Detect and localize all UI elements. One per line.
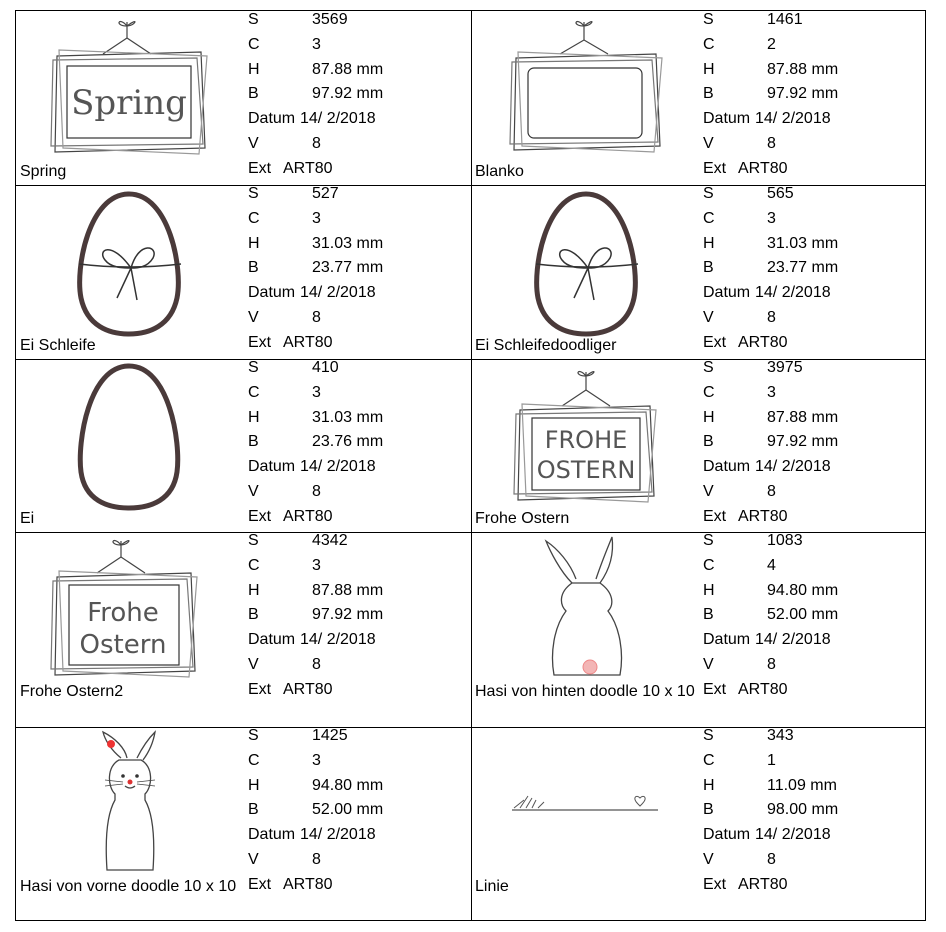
info-label: Datum bbox=[703, 284, 751, 302]
info-label: H bbox=[703, 408, 715, 426]
design-cell-frohe-ostern2 bbox=[16, 532, 471, 727]
sign-text-line1: Frohe bbox=[87, 598, 159, 628]
info-value: 3 bbox=[312, 751, 321, 769]
info-value: ART80 bbox=[283, 875, 333, 893]
info-label: Datum bbox=[248, 458, 296, 476]
info-value: ART80 bbox=[283, 333, 333, 351]
design-name: Frohe Ostern2 bbox=[20, 683, 124, 700]
info-value: 14/ 2/2018 bbox=[300, 631, 376, 649]
info-value: ART80 bbox=[738, 159, 788, 177]
info-label: H bbox=[248, 776, 260, 794]
info-label: Datum bbox=[703, 631, 751, 649]
info-label: S bbox=[703, 185, 714, 202]
design-name: Spring bbox=[20, 163, 67, 180]
info-label: B bbox=[248, 259, 259, 277]
info-label: Datum bbox=[248, 284, 296, 302]
info-label: Ext bbox=[703, 333, 727, 351]
info-label: C bbox=[703, 209, 715, 227]
info-label: V bbox=[703, 851, 714, 868]
design-thumbnail bbox=[19, 730, 240, 880]
info-label: S bbox=[248, 359, 259, 376]
info-value: 1461 bbox=[767, 11, 803, 28]
design-cell-blanko bbox=[471, 11, 926, 185]
info-value: 23.77 mm bbox=[312, 259, 384, 277]
info-value: 410 bbox=[312, 359, 339, 376]
info-label: V bbox=[248, 309, 259, 326]
info-label: S bbox=[703, 359, 714, 376]
design-thumbnail bbox=[19, 535, 240, 685]
info-value: 1083 bbox=[767, 532, 803, 549]
info-value: 8 bbox=[312, 656, 321, 673]
info-label: S bbox=[248, 185, 259, 202]
design-name: Hasi von vorne doodle 10 x 10 bbox=[20, 878, 237, 895]
info-label: C bbox=[248, 383, 260, 401]
info-value: 3 bbox=[312, 35, 321, 53]
info-value: 3 bbox=[767, 209, 776, 227]
info-label: V bbox=[703, 135, 714, 152]
info-label: Datum bbox=[703, 110, 751, 128]
info-value: ART80 bbox=[283, 680, 333, 698]
info-value: 87.88 mm bbox=[767, 60, 839, 78]
design-cell-hasi-hinten bbox=[471, 532, 926, 727]
design-thumbnail bbox=[19, 188, 240, 338]
info-label: H bbox=[248, 234, 260, 252]
info-value: 14/ 2/2018 bbox=[755, 110, 831, 128]
info-value: 3569 bbox=[312, 11, 348, 28]
info-label: Datum bbox=[703, 826, 751, 844]
info-value: 97.92 mm bbox=[767, 85, 839, 103]
info-value: 3975 bbox=[767, 359, 803, 376]
info-value: 14/ 2/2018 bbox=[300, 458, 376, 476]
info-label: S bbox=[248, 532, 259, 549]
info-value: 4 bbox=[767, 556, 776, 574]
info-label: Ext bbox=[248, 159, 272, 177]
info-label: B bbox=[248, 801, 259, 819]
info-value: 14/ 2/2018 bbox=[755, 826, 831, 844]
info-value: ART80 bbox=[738, 680, 788, 698]
sign-text-line2: Ostern bbox=[79, 630, 167, 660]
design-thumbnail bbox=[474, 535, 695, 685]
info-label: H bbox=[703, 776, 715, 794]
design-thumbnail bbox=[19, 14, 240, 164]
info-value: 14/ 2/2018 bbox=[300, 110, 376, 128]
info-value: 52.00 mm bbox=[767, 606, 839, 624]
info-label: C bbox=[703, 556, 715, 574]
info-value: 23.76 mm bbox=[312, 433, 384, 451]
info-value: 52.00 mm bbox=[312, 801, 384, 819]
info-label: C bbox=[248, 209, 260, 227]
info-label: Datum bbox=[248, 631, 296, 649]
design-name: Ei bbox=[20, 510, 35, 527]
info-label: C bbox=[248, 35, 260, 53]
info-label: S bbox=[703, 532, 714, 549]
design-thumbnail bbox=[474, 188, 695, 338]
info-label: H bbox=[248, 581, 260, 599]
info-value: ART80 bbox=[283, 159, 333, 177]
info-label: B bbox=[248, 606, 259, 624]
info-label: S bbox=[248, 11, 259, 28]
info-value: 4342 bbox=[312, 532, 348, 549]
info-label: S bbox=[703, 11, 714, 28]
info-label: C bbox=[703, 35, 715, 53]
info-value: 8 bbox=[767, 135, 776, 152]
sign-text-line2: OSTERN bbox=[536, 456, 636, 484]
info-value: 23.77 mm bbox=[767, 259, 839, 277]
sign-text-line1: FROHE bbox=[544, 426, 628, 454]
design-cell-spring bbox=[16, 11, 471, 185]
info-label: B bbox=[248, 433, 259, 451]
info-value: 98.00 mm bbox=[767, 801, 839, 819]
info-label: Ext bbox=[703, 507, 727, 525]
info-value: 8 bbox=[312, 851, 321, 868]
info-label: B bbox=[703, 606, 714, 624]
design-thumbnail bbox=[474, 362, 695, 512]
info-value: 97.92 mm bbox=[312, 85, 384, 103]
info-label: C bbox=[248, 556, 260, 574]
info-label: Ext bbox=[248, 507, 272, 525]
info-label: B bbox=[703, 259, 714, 277]
info-value: 343 bbox=[767, 727, 794, 744]
info-value: ART80 bbox=[738, 875, 788, 893]
design-name: Blanko bbox=[475, 163, 524, 180]
design-catalog-sheet bbox=[15, 10, 926, 921]
info-label: S bbox=[703, 727, 714, 744]
design-cell-frohe-ostern bbox=[471, 359, 926, 532]
info-value: 3 bbox=[312, 383, 321, 401]
info-value: 3 bbox=[312, 556, 321, 574]
design-cell-ei-schleifedoodliger bbox=[471, 185, 926, 359]
info-value: 2 bbox=[767, 35, 776, 53]
design-cell-ei bbox=[16, 359, 471, 532]
info-value: 565 bbox=[767, 185, 794, 202]
info-label: Datum bbox=[248, 826, 296, 844]
info-value: ART80 bbox=[738, 507, 788, 525]
design-name: Frohe Ostern bbox=[475, 510, 570, 527]
design-thumbnail bbox=[474, 14, 695, 164]
info-label: C bbox=[703, 751, 715, 769]
info-label: H bbox=[703, 581, 715, 599]
info-label: B bbox=[703, 433, 714, 451]
info-value: 8 bbox=[767, 656, 776, 673]
info-label: V bbox=[703, 309, 714, 326]
info-value: 97.92 mm bbox=[312, 606, 384, 624]
info-value: 14/ 2/2018 bbox=[755, 458, 831, 476]
info-value: 31.03 mm bbox=[767, 234, 839, 252]
info-value: 87.88 mm bbox=[312, 581, 384, 599]
design-name: Hasi von hinten doodle 10 x 10 bbox=[475, 683, 695, 700]
info-value: 31.03 mm bbox=[312, 234, 384, 252]
info-value: 8 bbox=[767, 851, 776, 868]
info-label: V bbox=[703, 483, 714, 500]
info-label: H bbox=[248, 60, 260, 78]
info-label: H bbox=[703, 60, 715, 78]
info-value: 1 bbox=[767, 751, 776, 769]
info-label: Datum bbox=[248, 110, 296, 128]
info-label: Ext bbox=[703, 159, 727, 177]
info-label: B bbox=[248, 85, 259, 103]
info-label: H bbox=[248, 408, 260, 426]
design-cell-hasi-vorne bbox=[16, 727, 471, 921]
design-cell-ei-schleife bbox=[16, 185, 471, 359]
design-name: Ei Schleifedoodliger bbox=[475, 337, 617, 354]
info-label: Ext bbox=[248, 333, 272, 351]
info-value: 1425 bbox=[312, 727, 348, 744]
info-label: B bbox=[703, 85, 714, 103]
info-value: ART80 bbox=[738, 333, 788, 351]
info-value: 3 bbox=[312, 209, 321, 227]
info-value: 14/ 2/2018 bbox=[755, 284, 831, 302]
info-label: C bbox=[248, 751, 260, 769]
design-thumbnail bbox=[19, 362, 240, 512]
info-label: B bbox=[703, 801, 714, 819]
info-value: 8 bbox=[312, 309, 321, 326]
info-value: 94.80 mm bbox=[312, 776, 384, 794]
design-name: Ei Schleife bbox=[20, 337, 96, 354]
info-label: H bbox=[703, 234, 715, 252]
info-value: 11.09 mm bbox=[767, 776, 837, 794]
info-label: Ext bbox=[703, 875, 727, 893]
design-cell-linie bbox=[471, 727, 926, 921]
info-value: 527 bbox=[312, 185, 339, 202]
info-value: 3 bbox=[767, 383, 776, 401]
info-value: 87.88 mm bbox=[312, 60, 384, 78]
info-label: S bbox=[248, 727, 259, 744]
design-name: Linie bbox=[475, 878, 509, 895]
info-value: 94.80 mm bbox=[767, 581, 839, 599]
info-label: V bbox=[248, 135, 259, 152]
info-value: 8 bbox=[767, 483, 776, 500]
info-value: 87.88 mm bbox=[767, 408, 839, 426]
info-value: ART80 bbox=[283, 507, 333, 525]
info-label: V bbox=[248, 656, 259, 673]
sign-text: Spring bbox=[71, 83, 187, 123]
info-value: 14/ 2/2018 bbox=[300, 284, 376, 302]
info-value: 14/ 2/2018 bbox=[755, 631, 831, 649]
info-value: 8 bbox=[312, 483, 321, 500]
info-label: V bbox=[248, 483, 259, 500]
info-value: 14/ 2/2018 bbox=[300, 826, 376, 844]
design-thumbnail bbox=[474, 730, 695, 880]
info-value: 8 bbox=[312, 135, 321, 152]
info-label: V bbox=[248, 851, 259, 868]
info-label: Datum bbox=[703, 458, 751, 476]
info-label: V bbox=[703, 656, 714, 673]
info-value: 8 bbox=[767, 309, 776, 326]
info-value: 97.92 mm bbox=[767, 433, 839, 451]
info-label: Ext bbox=[248, 875, 272, 893]
info-label: Ext bbox=[703, 680, 727, 698]
info-value: 31.03 mm bbox=[312, 408, 384, 426]
info-label: Ext bbox=[248, 680, 272, 698]
info-label: C bbox=[703, 383, 715, 401]
